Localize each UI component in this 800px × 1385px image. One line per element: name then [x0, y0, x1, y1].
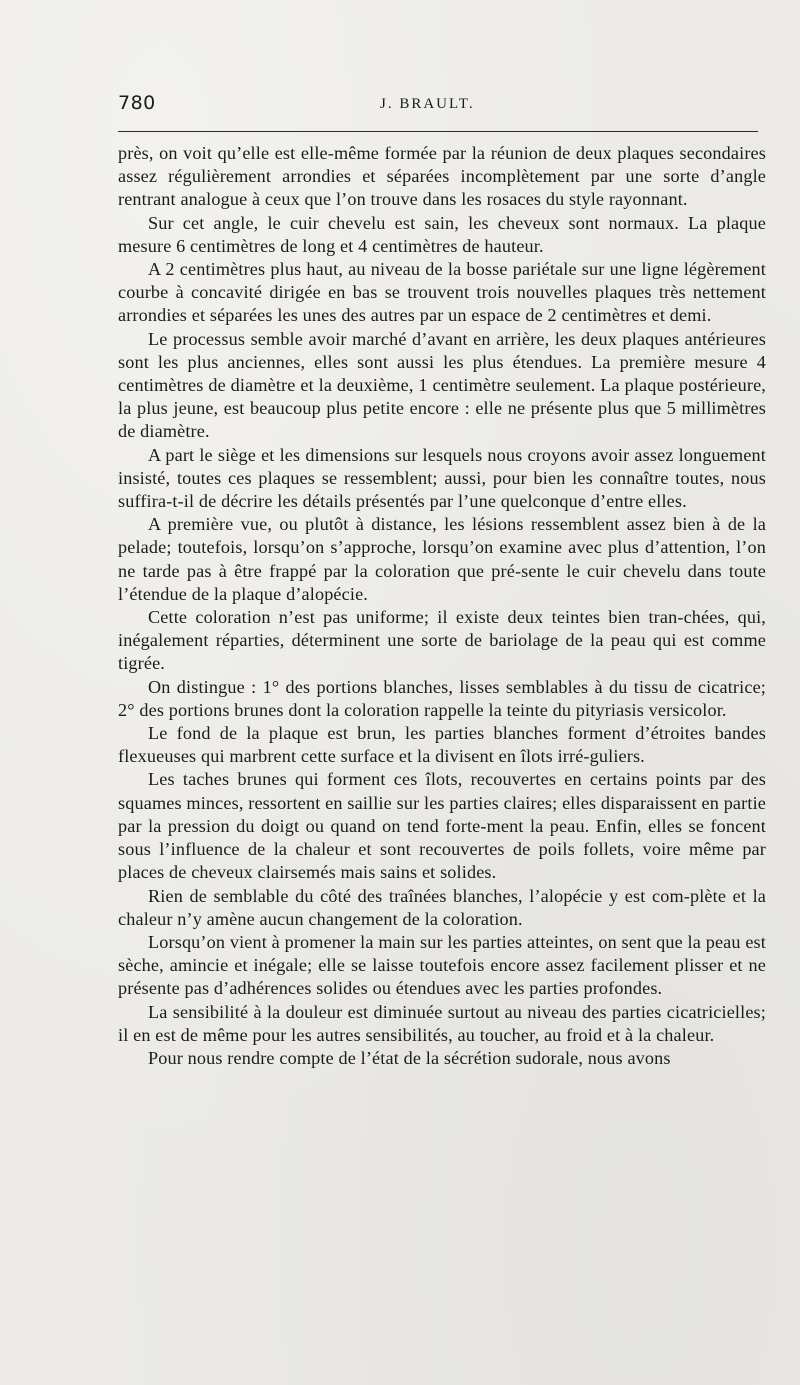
paragraph: Les taches brunes qui forment ces îlots, recouvertes en certains points par des squames minces, ressortent en saillie sur les parties claires; elles disparaissent en partie par la pression du doigt ou quand on tend forte-ment la peau. Enfin, elles se foncent sous l’influence de la chaleur et sont recouvertes de poils follets, voire même par places de cheveux clairsemés mais sains et solides. — [118, 769, 766, 883]
page-header — [118, 92, 758, 120]
header-rule — [118, 131, 758, 132]
paragraph: Rien de semblable du côté des traînées blanches, l’alopécie y est com-plète et la chaleur n’y amène aucun changement de la coloration. — [118, 885, 766, 929]
paragraph: A 2 centimètres plus haut, au niveau de la bosse pariétale sur une ligne légèrement courbe à concavité dirigée en bas se trouvent trois nouvelles plaques très nettement arrondies et séparées les unes des autres par un espace de 2 centimètres et demi. — [118, 259, 766, 326]
page-number: 780 — [118, 92, 156, 114]
paragraph: Le fond de la plaque est brun, les parties blanches forment d’étroites bandes flexueuses qui marbrent cette surface et la divisent en îlots irré-guliers. — [118, 723, 766, 767]
body-text — [118, 142, 766, 1070]
paragraph: La sensibilité à la douleur est diminuée surtout au niveau des parties cicatricielles; il en est de même pour les autres sensibilités, au toucher, au froid et à la chaleur. — [118, 1001, 766, 1045]
paragraph: A première vue, ou plutôt à distance, les lésions ressemblent assez bien à de la pelade; toutefois, lorsqu’on s’approche, lorsqu’on examine avec plus d’attention, l’on ne tarde pas à être frappé par la coloration que pré-sente le cuir chevelu dans toute l’étendue de la plaque d’alopécie. — [118, 514, 766, 604]
paragraph: Cette coloration n’est pas uniforme; il existe deux teintes bien tran-chées, qui, inégalement réparties, déterminent une sorte de bariolage de la peau qui est comme tigrée. — [118, 607, 766, 674]
paragraph: Sur cet angle, le cuir chevelu est sain, les cheveux sont normaux. La plaque mesure 6 centimètres de long et 4 centimètres de hauteur. — [118, 212, 766, 256]
running-head: J. BRAULT. — [380, 96, 475, 112]
paragraph: Lorsqu’on vient à promener la main sur les parties atteintes, on sent que la peau est sèche, amincie et inégale; elle se laisse toutefois encore assez facilement plisser et ne présente pas d’adhérences solides ou étendues avec les parties profondes. — [118, 931, 766, 999]
paragraph: On distingue : 1° des portions blanches, lisses semblables à du tissu de cicatrice; 2° des portions brunes dont la coloration rappelle la teinte du pityriasis versicolor. — [118, 676, 766, 720]
paragraph: A part le siège et les dimensions sur lesquels nous croyons avoir assez longuement insisté, toutes ces plaques se ressemblent; aussi, pour bien les connaître toutes, nous suffira-t-il de décrire les détails présentés par l’une quelconque d’entre elles. — [118, 444, 766, 512]
paragraph: Pour nous rendre compte de l’état de la sécrétion sudorale, nous avons — [148, 1047, 671, 1068]
paragraph: Le processus semble avoir marché d’avant en arrière, les deux plaques antérieures sont les plus anciennes, elles sont aussi les plus étendues. La première mesure 4 centimètres de diamètre et la deuxième, 1 centimètre seulement. La plaque postérieure, la plus jeune, est beaucoup plus petite encore : elle ne présente plus que 5 millimètres de diamètre. — [118, 328, 766, 442]
paragraph: près, on voit qu’elle est elle-même formée par la réunion de deux plaques secondaires assez régulièrement arrondies et séparées incomplètement par une sorte d’angle rentrant analogue à ceux que l’on trouve dans les rosaces du style rayonnant. — [118, 143, 766, 210]
